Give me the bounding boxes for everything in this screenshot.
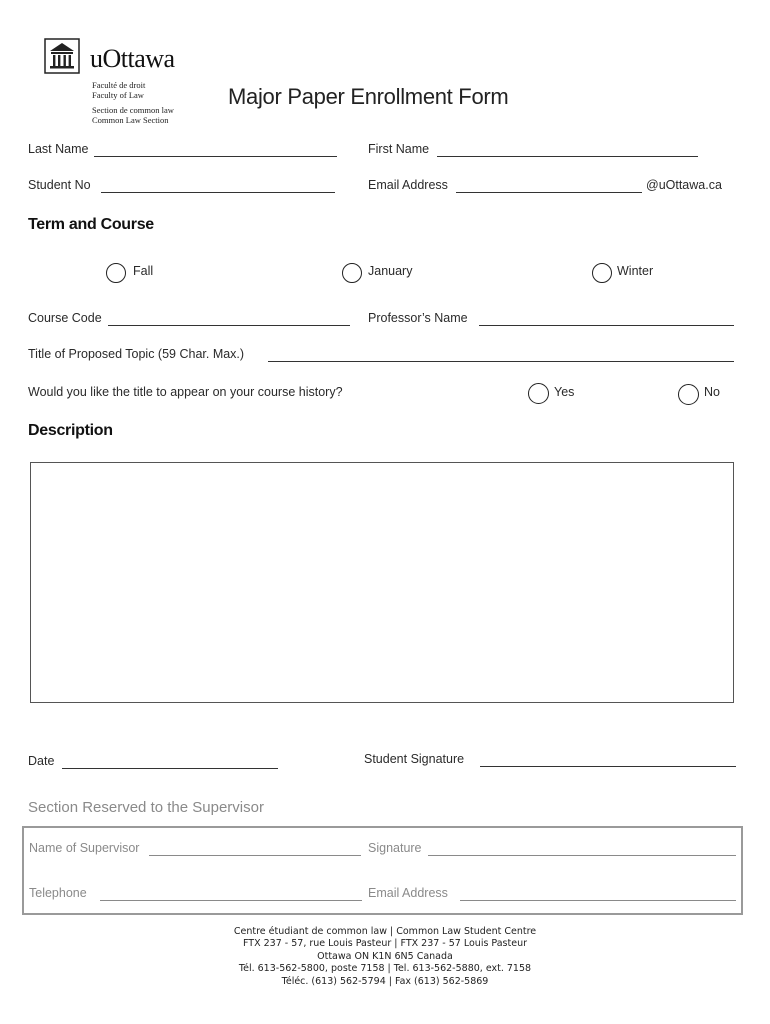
last-name-field[interactable] <box>94 156 337 157</box>
radio-fall[interactable] <box>106 263 126 283</box>
footer-line-2: FTX 237 - 57, rue Louis Pasteur | FTX 237 - 57 Louis Pasteur <box>243 938 527 950</box>
logo-wordmark: uOttawa <box>90 44 175 73</box>
professor-name-field[interactable] <box>479 325 734 326</box>
supervisor-telephone-label: Telephone <box>29 886 87 900</box>
title-topic-label: Title of Proposed Topic (59 Char. Max.) <box>28 347 245 361</box>
radio-fall-label: Fall <box>133 264 154 278</box>
radio-january[interactable] <box>342 263 362 283</box>
supervisor-email-label: Email Address <box>368 886 448 900</box>
email-address-field[interactable] <box>456 192 642 193</box>
student-no-label: Student No <box>28 178 91 192</box>
first-name-label: First Name <box>368 142 430 156</box>
date-label: Date <box>28 754 55 768</box>
title-topic-field[interactable] <box>268 361 734 362</box>
supervisor-heading: Section Reserved to the Supervisor <box>28 799 264 816</box>
footer-line-3: Ottawa ON K1N 6N5 Canada <box>317 950 453 962</box>
last-name-label: Last Name <box>28 142 89 156</box>
course-code-label: Course Code <box>28 311 102 325</box>
supervisor-signature-field[interactable] <box>428 855 736 856</box>
footer <box>0 926 770 988</box>
radio-winter-label: Winter <box>617 264 654 278</box>
radio-yes[interactable] <box>528 383 549 404</box>
term-course-heading: Term and Course <box>28 216 154 233</box>
professor-name-label: Professor’s Name <box>368 311 468 325</box>
faculty-fr: Faculté de droit <box>92 80 146 90</box>
email-address-label: Email Address <box>368 178 448 192</box>
section-en: Common Law Section <box>92 115 169 125</box>
email-domain: @uOttawa.ca <box>646 178 722 192</box>
radio-no[interactable] <box>678 384 699 405</box>
supervisor-name-field[interactable] <box>149 855 361 856</box>
supervisor-box <box>22 826 743 915</box>
building-icon <box>44 38 80 74</box>
first-name-field[interactable] <box>437 156 698 157</box>
radio-january-label: January <box>368 264 413 278</box>
footer-line-1: Centre étudiant de common law | Common Law Student Centre <box>233 926 537 937</box>
footer-line-4: Tél. 613-562-5800, poste 7158 | Tel. 613-562-5880, ext. 7158 <box>238 963 532 975</box>
footer-line-5: Téléc. (613) 562-5794 | Fax (613) 562-5869 <box>281 975 489 987</box>
supervisor-name-label: Name of Supervisor <box>29 841 140 855</box>
faculty-en: Faculty of Law <box>92 90 144 100</box>
supervisor-signature-label: Signature <box>368 841 422 855</box>
radio-winter[interactable] <box>592 263 612 283</box>
student-signature-label: Student Signature <box>364 752 465 766</box>
section-fr: Section de common law <box>92 105 174 115</box>
student-signature-field[interactable] <box>480 766 736 767</box>
description-textarea[interactable] <box>30 462 734 703</box>
supervisor-telephone-field[interactable] <box>100 900 362 901</box>
radio-yes-label: Yes <box>554 385 575 399</box>
description-heading: Description <box>28 422 113 439</box>
page-title: Major Paper Enrollment Form <box>228 84 509 109</box>
supervisor-email-field[interactable] <box>460 900 736 901</box>
history-question: Would you like the title to appear on your course history? <box>28 385 343 399</box>
radio-no-label: No <box>704 385 720 399</box>
course-code-field[interactable] <box>108 325 350 326</box>
date-field[interactable] <box>62 768 278 769</box>
student-no-field[interactable] <box>101 192 335 193</box>
university-logo <box>44 38 80 74</box>
